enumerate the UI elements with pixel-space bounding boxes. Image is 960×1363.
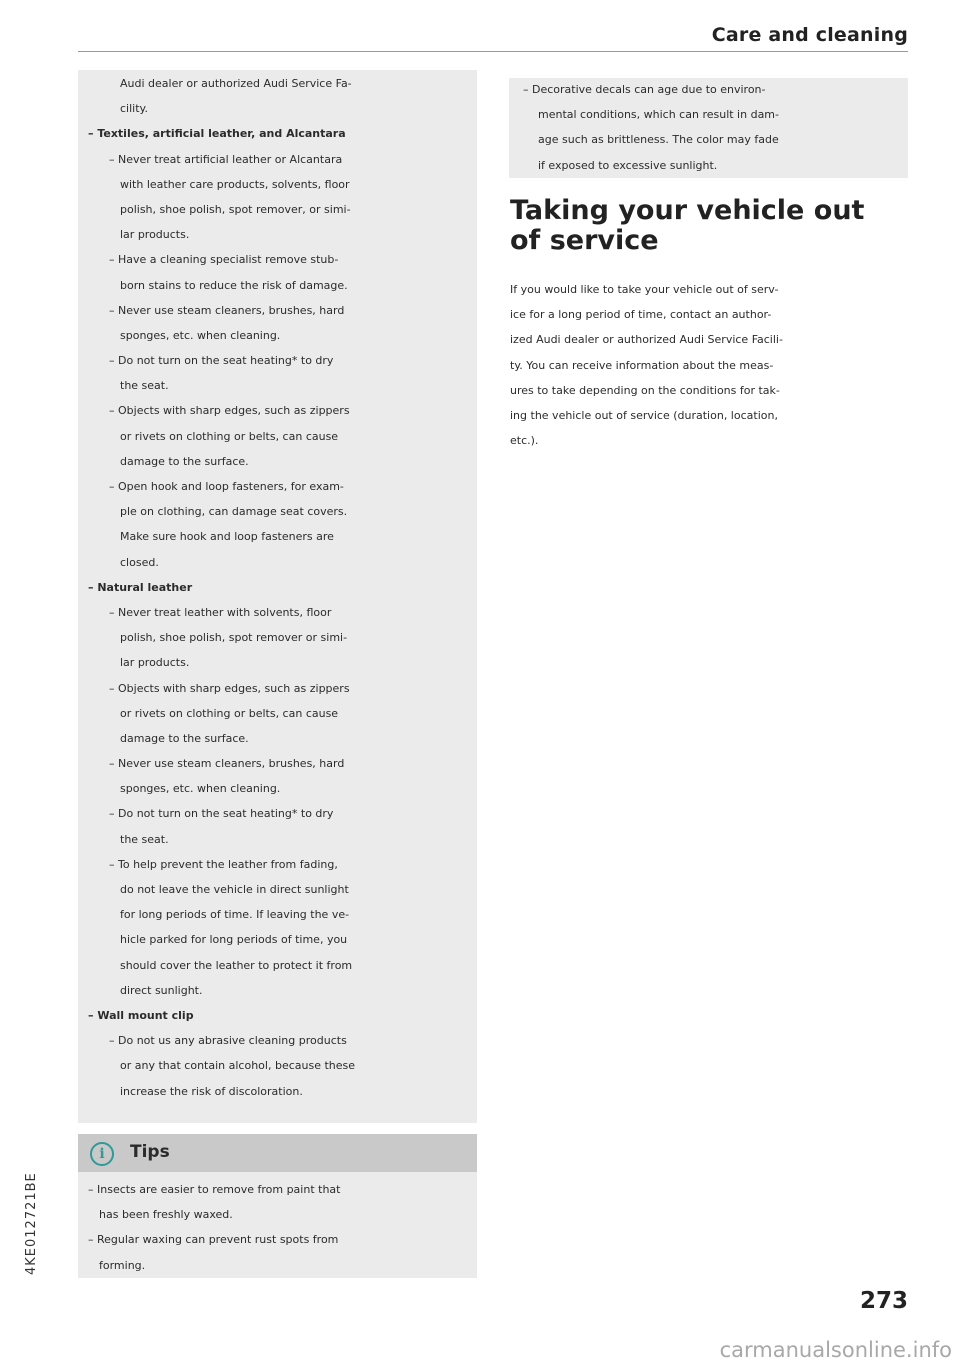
paragraph-line: ice for a long period of time, contact an author-: [510, 308, 772, 322]
list-line: – Objects with sharp edges, such as zippers: [109, 681, 350, 695]
section-paragraph: [510, 277, 909, 453]
list-item: [78, 71, 477, 121]
list-line: – Have a cleaning specialist remove stub-: [109, 253, 339, 267]
list-line: the seat.: [120, 379, 169, 393]
list-line: Audi dealer or authorized Audi Service Fa-: [120, 77, 352, 90]
document-code: 4KE012721BE: [24, 1172, 39, 1275]
list-line: if exposed to excessive sunlight.: [538, 158, 718, 172]
section-heading-line: of service: [510, 225, 659, 256]
list-item: [78, 1003, 477, 1028]
list-line: cility.: [120, 102, 148, 116]
list-line: hicle parked for long periods of time, you: [120, 933, 348, 947]
section-heading: [510, 196, 864, 256]
list-line: increase the risk of discoloration.: [120, 1084, 303, 1098]
running-header-title: Care and cleaning: [711, 24, 908, 46]
decals-note: [509, 77, 908, 178]
paragraph-line: ures to take depending on the conditions for tak-: [510, 383, 780, 397]
list-line: – Insects are easier to remove from paint that: [88, 1183, 341, 1196]
list-item: [78, 676, 477, 752]
list-line: polish, shoe polish, spot remover or simi-: [120, 631, 348, 645]
list-line: – To help prevent the leather from fading,: [109, 857, 338, 871]
list-line: ple on clothing, can damage seat covers.: [120, 505, 348, 519]
list-line: – Never use steam cleaners, brushes, hard: [109, 303, 345, 317]
list-item: [78, 474, 477, 575]
list-item: [78, 1028, 477, 1104]
paragraph-line: If you would like to take your vehicle out of serv-: [510, 283, 779, 296]
info-icon: i: [90, 1142, 114, 1166]
list-item: [78, 348, 477, 398]
list-line: – Regular waxing can prevent rust spots from: [88, 1233, 339, 1247]
list-line: – Never use steam cleaners, brushes, hard: [109, 757, 345, 771]
list-item: [78, 121, 477, 146]
list-line: – Do not turn on the seat heating* to dry: [109, 807, 334, 821]
list-item: [78, 600, 477, 676]
list-line: – Never treat artificial leather or Alcantara: [109, 152, 343, 166]
list-subheading: – Wall mount clip: [88, 1008, 194, 1022]
tips-label: Tips: [130, 1142, 170, 1162]
list-line: do not leave the vehicle in direct sunlight: [120, 883, 349, 896]
list-line: lar products.: [120, 228, 190, 242]
list-line: should cover the leather to protect it from: [120, 958, 353, 972]
list-line: sponges, etc. when cleaning.: [120, 782, 281, 796]
list-subheading: – Natural leather: [88, 580, 193, 594]
header-divider: [78, 51, 908, 52]
list-item: [78, 852, 477, 1003]
list-line: lar products.: [120, 656, 190, 670]
list-item: [78, 247, 477, 297]
list-line: closed.: [120, 555, 159, 569]
watermark: carmanualsonline.info: [719, 1338, 952, 1362]
list-line: with leather care products, solvents, floor: [120, 177, 350, 191]
list-line: – Do not turn on the seat heating* to dry: [109, 354, 334, 368]
list-line: – Decorative decals can age due to environ-: [523, 83, 766, 96]
list-subheading: – Textiles, artificial leather, and Alcantara: [88, 127, 346, 141]
paragraph-line: etc.).: [510, 434, 539, 448]
tips-header: [78, 1134, 477, 1172]
list-line: forming.: [99, 1258, 146, 1272]
paragraph-line: ty. You can receive information about the meas-: [510, 358, 774, 372]
list-line: – Objects with sharp edges, such as zippers: [109, 404, 350, 418]
list-line: damage to the surface.: [120, 454, 249, 468]
list-line: born stains to reduce the risk of damage.: [120, 278, 348, 292]
list-line: has been freshly waxed.: [99, 1208, 233, 1222]
list-line: – Never treat leather with solvents, floor: [109, 605, 332, 619]
list-item: [78, 1177, 477, 1227]
list-item: [78, 1227, 477, 1277]
list-item: [78, 801, 477, 851]
list-line: damage to the surface.: [120, 731, 249, 745]
list-line: for long periods of time. If leaving the ve-: [120, 908, 350, 922]
paragraph-line: ing the vehicle out of service (duration, location,: [510, 408, 778, 422]
paragraph-line: ized Audi dealer or authorized Audi Service Facili-: [510, 333, 783, 347]
list-line: or any that contain alcohol, because these: [120, 1059, 356, 1073]
care-instructions-list: [78, 71, 477, 1104]
list-line: – Do not us any abrasive cleaning products: [109, 1034, 347, 1048]
list-line: Make sure hook and loop fasteners are: [120, 530, 334, 544]
list-item: [78, 298, 477, 348]
list-line: or rivets on clothing or belts, can cause: [120, 706, 339, 720]
list-line: direct sunlight.: [120, 983, 203, 997]
list-item: [78, 751, 477, 801]
list-line: – Open hook and loop fasteners, for exam-: [109, 480, 344, 493]
tips-list: [78, 1177, 477, 1278]
list-line: sponges, etc. when cleaning.: [120, 328, 281, 342]
list-item: [78, 147, 477, 248]
list-line: mental conditions, which can result in dam-: [538, 108, 779, 122]
list-item: [78, 575, 477, 600]
list-item: [78, 398, 477, 474]
list-line: or rivets on clothing or belts, can cause: [120, 429, 339, 443]
list-line: polish, shoe polish, spot remover, or simi-: [120, 202, 351, 216]
list-line: the seat.: [120, 832, 169, 846]
section-heading-line: Taking your vehicle out: [510, 195, 865, 226]
list-line: age such as brittleness. The color may fade: [538, 133, 779, 147]
page-number: 273: [859, 1288, 908, 1314]
